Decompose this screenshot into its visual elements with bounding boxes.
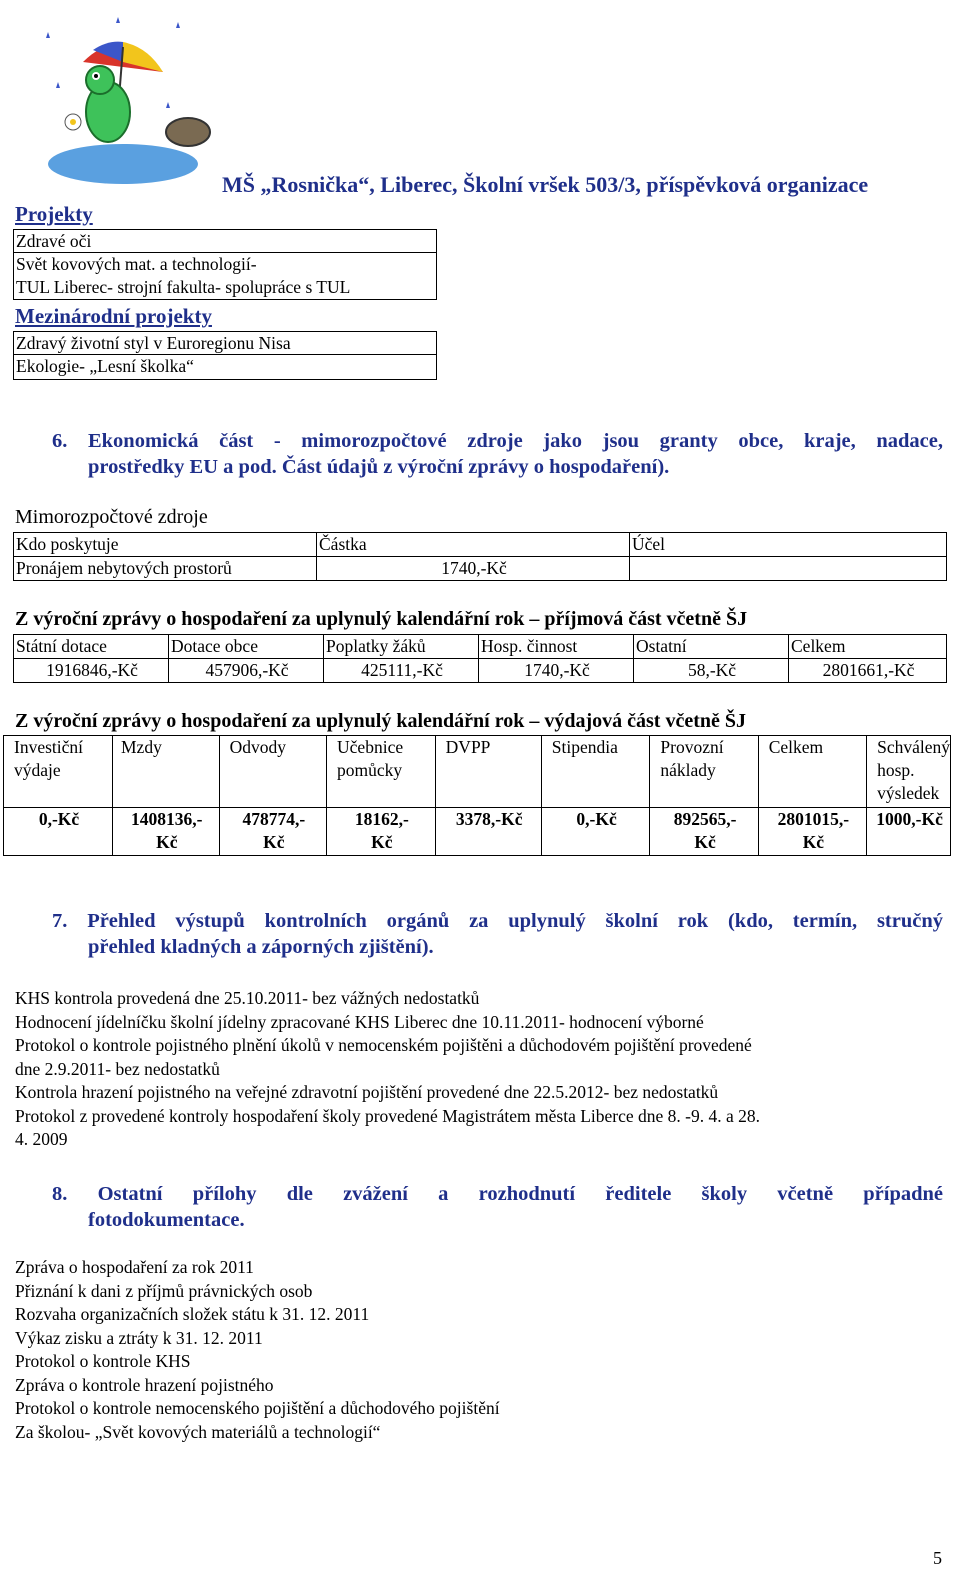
school-name: MŠ „Rosnička“, Liberec, Školní vršek 503/3, příspěvková organizace <box>222 172 869 197</box>
projekt-item: Zdravé oči <box>13 229 437 253</box>
cell: 1408136,- Kč <box>113 808 220 856</box>
cell: Pronájem nebytových prostorů <box>14 557 317 581</box>
list-item: Za školou- „Svět kovových materiálů a technologií“ <box>15 1421 381 1442</box>
cell: 1916846,-Kč <box>14 659 169 683</box>
header-cell: Investiční výdaje <box>4 736 113 808</box>
cell: 1740,-Kč <box>479 659 634 683</box>
cell: 0,-Kč <box>541 808 650 856</box>
cell: 2801015,- Kč <box>758 808 866 856</box>
cell: 18162,- Kč <box>327 808 436 856</box>
page-number: 5 <box>933 1548 942 1568</box>
section-7-heading: 7. Přehled výstupů kontrolních orgánů za uplynulý školní rok (kdo, termín, stručný <box>52 910 943 932</box>
list-item: Kontrola hrazení pojistného na veřejné zdravotní pojištění provedené dne 22.5.2012- bez nedostatků <box>15 1082 719 1102</box>
projekty-title: Projekty <box>15 202 93 226</box>
cell: 58,-Kč <box>634 659 789 683</box>
header-cell: Kdo poskytuje <box>14 533 317 557</box>
header-cell: Celkem <box>758 736 866 808</box>
section-8-heading: 8. Ostatní přílohy dle zvážení a rozhodnutí ředitele školy včetně případné <box>52 1183 943 1205</box>
mimorozpoctove-title: Mimorozpočtové zdroje <box>15 506 208 528</box>
list-item: Přiznání k dani z příjmů právnických osob <box>15 1280 313 1301</box>
section-7-list <box>15 987 915 1152</box>
header-cell: Stipendia <box>541 736 650 808</box>
list-item: Protokol o kontrole nemocenského pojištění a důchodového pojištění <box>15 1398 500 1418</box>
list-item: 4. 2009 <box>15 1129 68 1149</box>
cell: 1000,-Kč <box>867 808 951 856</box>
cell: 457906,-Kč <box>169 659 324 683</box>
vydaje-table <box>3 735 951 856</box>
header-cell: Státní dotace <box>14 635 169 659</box>
section-7-heading-cont: přehled kladných a záporných zjištění). <box>88 936 434 958</box>
projekt-item: Svět kovových mat. a technologií- TUL Liberec- strojní fakulta- spolupráce s TUL <box>13 252 437 300</box>
mezinarodni-item: Zdravý životní styl v Euroregionu Nisa <box>13 331 437 355</box>
prijmy-table <box>13 634 947 683</box>
list-item: Protokol o kontrole KHS <box>15 1351 191 1371</box>
prijmy-title: Z výroční zprávy o hospodaření za uplynulý kalendářní rok – příjmová část včetně ŠJ <box>15 608 748 630</box>
list-item: Protokol z provedené kontroly hospodaření školy provedené Magistrátem města Liberce dne 8. -9. 4. a 28. <box>15 1105 761 1126</box>
header-cell: Mzdy <box>113 736 220 808</box>
header-cell: Schválený hosp. výsledek <box>867 736 951 808</box>
header-cell: Účel <box>630 533 947 557</box>
cell: 0,-Kč <box>4 808 113 856</box>
header-cell: Celkem <box>789 635 947 659</box>
section-6-heading: 6. Ekonomická část - mimorozpočtové zdroje jako jsou granty obce, kraje, nadace, <box>52 430 943 452</box>
header-cell: DVPP <box>435 736 541 808</box>
cell: 892565,- Kč <box>650 808 758 856</box>
header-cell: Ostatní <box>634 635 789 659</box>
mezinarodni-item: Ekologie- „Lesní školka“ <box>13 354 437 380</box>
mezinarodni-title: Mezinárodní projekty <box>15 304 212 328</box>
header-cell: Hosp. činnost <box>479 635 634 659</box>
section-8-heading-cont: fotodokumentace. <box>88 1209 245 1231</box>
cell: 1740,-Kč <box>317 557 630 581</box>
header-cell: Provozní náklady <box>650 736 758 808</box>
header-cell: Odvody <box>219 736 326 808</box>
list-item: Zpráva o kontrole hrazení pojistného <box>15 1374 274 1395</box>
list-item: Protokol o kontrole pojistného plnění úkolů v nemocenském pojištěni a důchodovém pojištění provedené <box>15 1035 752 1055</box>
header-cell: Učebnice pomůcky <box>327 736 436 808</box>
header-cell: Částka <box>317 533 630 557</box>
mimorozpoctove-table <box>13 532 947 581</box>
section-8-list <box>15 1256 915 1444</box>
section-6-heading-cont: prostředky EU a pod. Část údajů z výroční zprávy o hospodaření). <box>88 456 670 478</box>
header-cell: Poplatky žáků <box>324 635 479 659</box>
list-item: Rozvaha organizačních složek státu k 31. 12. 2011 <box>15 1304 370 1324</box>
frog-umbrella-logo <box>28 2 218 192</box>
list-item: Výkaz zisku a ztráty k 31. 12. 2011 <box>15 1327 263 1348</box>
cell: 478774,- Kč <box>219 808 326 856</box>
cell: 3378,-Kč <box>435 808 541 856</box>
list-item: KHS kontrola provedená dne 25.10.2011- bez vážných nedostatků <box>15 988 480 1008</box>
cell: 425111,-Kč <box>324 659 479 683</box>
header-cell: Dotace obce <box>169 635 324 659</box>
vydaje-title: Z výroční zprávy o hospodaření za uplynulý kalendářní rok – výdajová část včetně ŠJ <box>15 710 746 732</box>
list-item: Hodnocení jídelníčku školní jídelny zpracované KHS Liberec dne 10.11.2011- hodnocení výborné <box>15 1011 704 1032</box>
list-item: Zpráva o hospodaření za rok 2011 <box>15 1257 254 1277</box>
cell: 2801661,-Kč <box>789 659 947 683</box>
cell <box>630 557 947 581</box>
list-item: dne 2.9.2011- bez nedostatků <box>15 1058 220 1079</box>
